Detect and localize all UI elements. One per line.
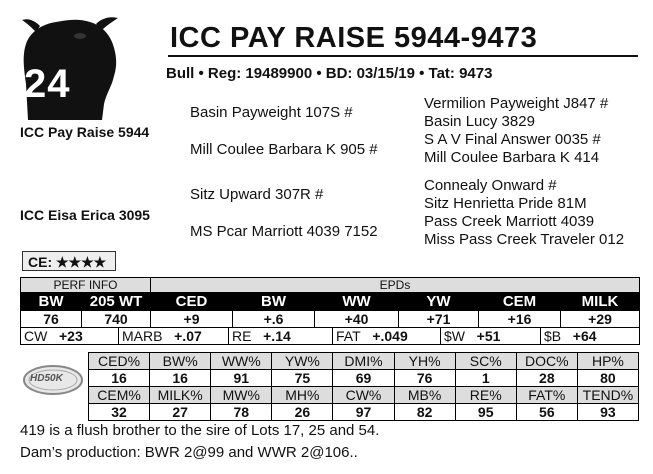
perc-value: 26 <box>272 404 333 421</box>
perc-value: 16 <box>89 370 150 387</box>
col-header: WW <box>315 293 399 311</box>
ddd: Miss Pass Creek Traveler 012 <box>424 231 625 248</box>
perc-label: BW% <box>150 353 211 370</box>
epd-value: +.6 <box>233 311 315 328</box>
sire-dam: Mill Coulee Barbara K 905 # <box>190 141 378 158</box>
perc-label: MILK% <box>150 387 211 404</box>
dds: Pass Creek Marriott 4039 <box>424 213 595 230</box>
perc-label: YH% <box>394 353 455 370</box>
perf-info-header: PERF INFO <box>21 278 151 293</box>
epd-value: +71 <box>399 311 479 328</box>
index-fat: FAT +.049 <box>333 328 441 345</box>
col-header: CEM <box>479 293 561 311</box>
sire-sire: Basin Payweight 107S # <box>190 104 353 121</box>
col-header: BW <box>233 293 315 311</box>
perc-value: 16 <box>150 370 211 387</box>
hd50k-label: HD50K <box>30 373 63 384</box>
sdd: Mill Coulee Barbara K 414 <box>424 149 600 166</box>
perc-label: TEND% <box>577 387 638 404</box>
index-w: $W +51 <box>441 328 541 345</box>
perc-value: 76 <box>394 370 455 387</box>
index-b: $B +64 <box>541 328 640 345</box>
perc-value: 69 <box>333 370 394 387</box>
col-header: CED <box>151 293 233 311</box>
dam-name: ICC Eisa Erica 3095 <box>20 207 150 223</box>
perc-value: 32 <box>89 404 150 421</box>
col-header: YW <box>399 293 479 311</box>
col-header: MILK <box>561 293 640 311</box>
perc-value: 80 <box>577 370 638 387</box>
perc-value: 95 <box>455 404 516 421</box>
perc-value: 78 <box>211 404 272 421</box>
perc-value: 97 <box>333 404 394 421</box>
perc-label: CW% <box>333 387 394 404</box>
perc-label: DOC% <box>516 353 577 370</box>
animal-name: ICC PAY RAISE 5944-9473 <box>170 22 538 54</box>
animal-info: Bull • Reg: 19489900 • BD: 03/15/19 • Tat: 9473 <box>166 65 493 82</box>
perc-label: MW% <box>211 387 272 404</box>
perc-value: 75 <box>272 370 333 387</box>
dam-sire: Sitz Upward 307R # <box>190 186 324 203</box>
perc-label: MB% <box>394 387 455 404</box>
note-line-2: Dam’s production: BWR 2@99 and WWR 2@106.. <box>20 444 358 461</box>
perc-label: HP% <box>577 353 638 370</box>
epds-header: EPDs <box>151 278 640 293</box>
index-cw: CW +23 <box>21 328 119 345</box>
perc-value: 93 <box>577 404 638 421</box>
perc-label: RE% <box>455 387 516 404</box>
lot-number: 24 <box>24 62 71 106</box>
perc-value: 91 <box>211 370 272 387</box>
perc-label: CED% <box>89 353 150 370</box>
col-header: BW <box>21 293 82 311</box>
perc-value: 56 <box>516 404 577 421</box>
index-table <box>20 327 640 345</box>
epd-value: 76 <box>21 311 82 328</box>
perc-label: YW% <box>272 353 333 370</box>
perc-label: CEM% <box>89 387 150 404</box>
ssd: Basin Lucy 3829 <box>424 113 535 130</box>
epd-value: 740 <box>82 311 151 328</box>
epd-value: +9 <box>151 311 233 328</box>
genomic-percentile-table <box>88 352 639 421</box>
sire-name: ICC Pay Raise 5944 <box>20 124 150 140</box>
epd-value: +29 <box>561 311 640 328</box>
perc-label: FAT% <box>516 387 577 404</box>
col-header: 205 WT <box>82 293 151 311</box>
perc-value: 27 <box>150 404 211 421</box>
epd-value: +16 <box>479 311 561 328</box>
dsd: Sitz Henrietta Pride 81M <box>424 195 587 212</box>
epd-table <box>20 277 640 328</box>
calving-ease-rating: CE: ★★★★ <box>22 251 116 271</box>
dss: Connealy Onward # <box>424 177 557 194</box>
index-marb: MARB +.07 <box>119 328 229 345</box>
title-divider <box>168 55 638 57</box>
sds: S A V Final Answer 0035 # <box>424 131 601 148</box>
perc-label: WW% <box>211 353 272 370</box>
perc-label: DMI% <box>333 353 394 370</box>
note-line-1: 419 is a flush brother to the sire of Lots 17, 25 and 54. <box>20 422 380 439</box>
epd-value: +40 <box>315 311 399 328</box>
perc-value: 28 <box>516 370 577 387</box>
dam-dam: MS Pcar Marriott 4039 7152 <box>190 223 378 240</box>
perc-label: MH% <box>272 387 333 404</box>
sss: Vermilion Payweight J847 # <box>424 95 609 112</box>
perc-value: 82 <box>394 404 455 421</box>
perc-label: SC% <box>455 353 516 370</box>
index-re: RE +.14 <box>229 328 333 345</box>
perc-value: 1 <box>455 370 516 387</box>
